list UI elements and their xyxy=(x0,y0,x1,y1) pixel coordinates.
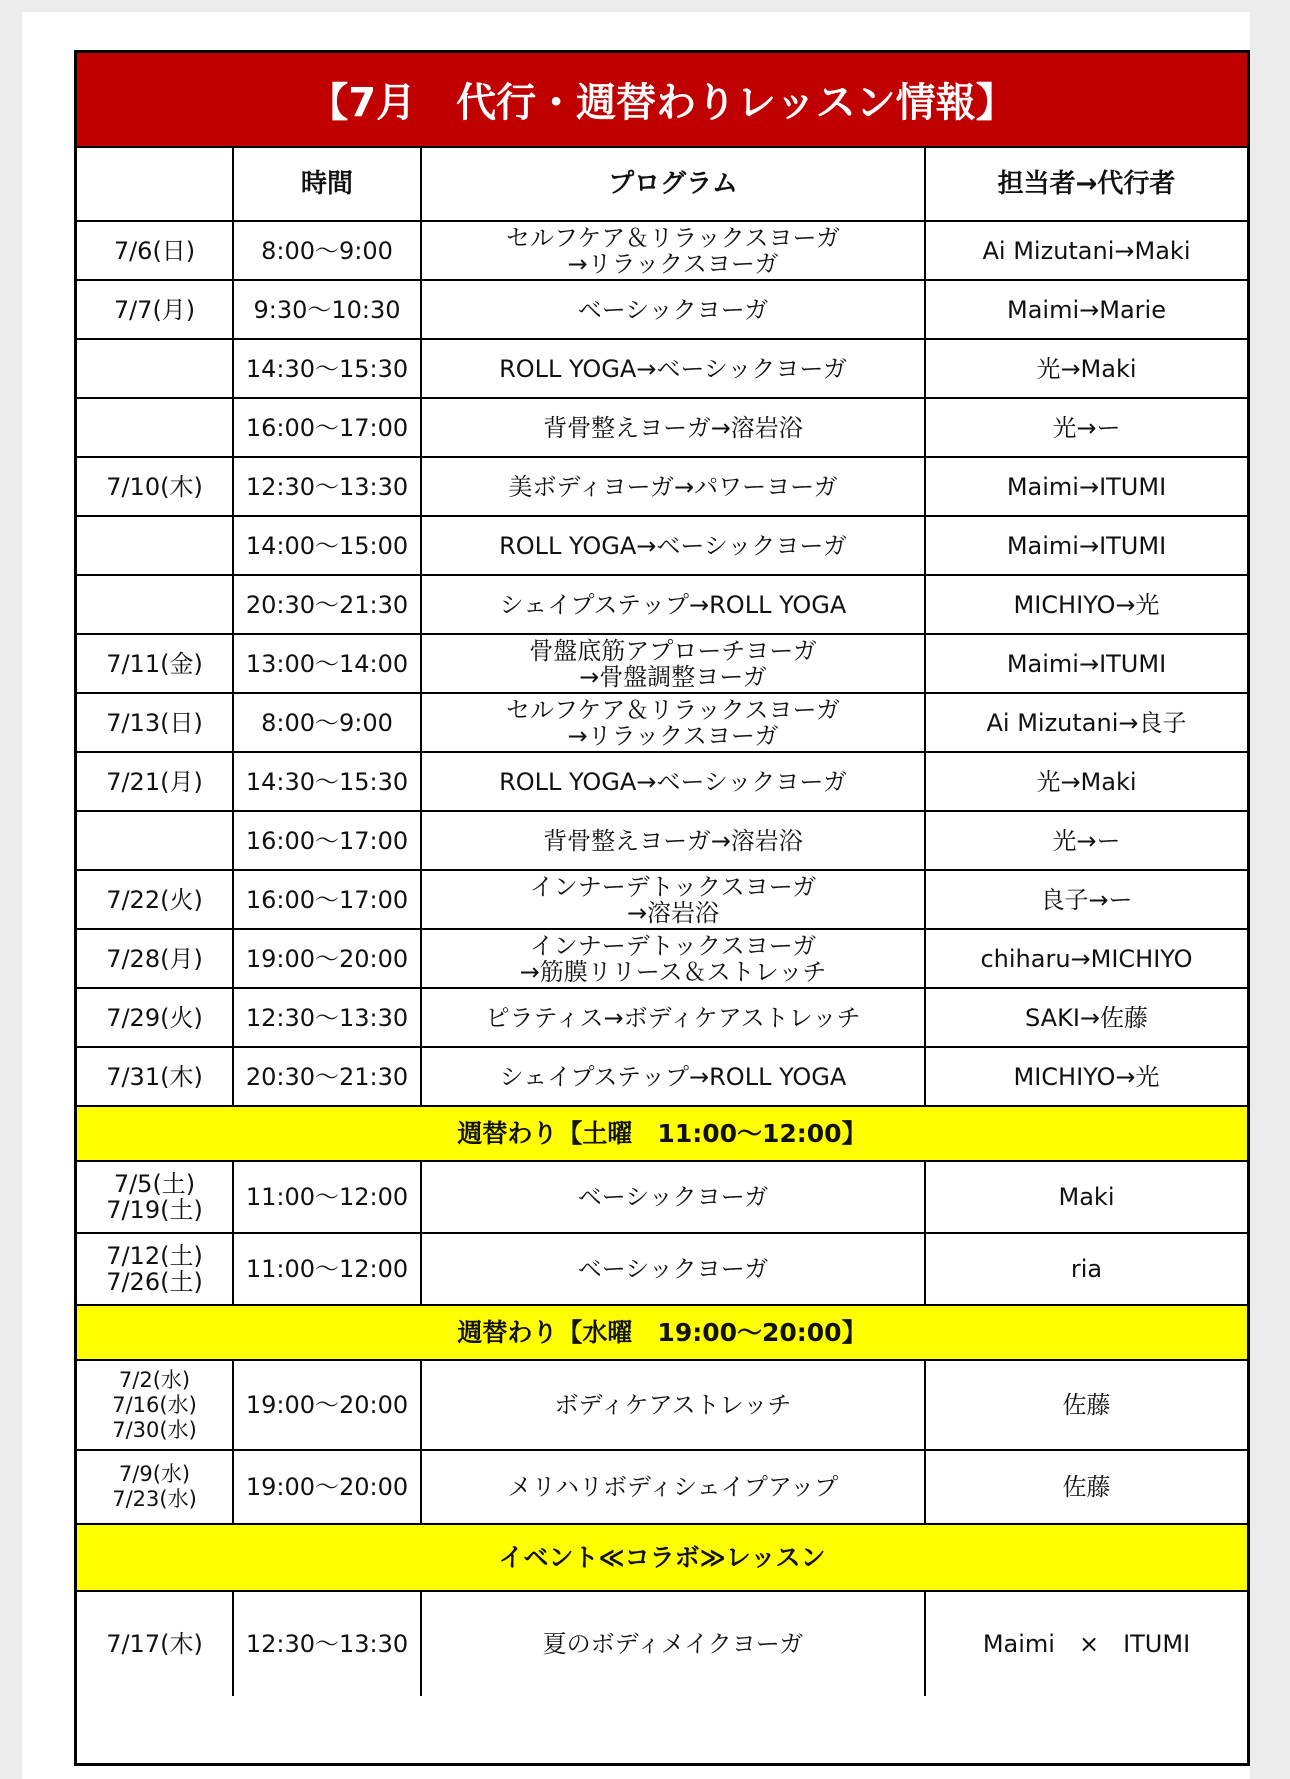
instructor-cell: 光→Maki xyxy=(925,339,1247,398)
table-row xyxy=(77,988,1247,1047)
header-instructor: 担当者→代行者 xyxy=(925,148,1247,221)
time-cell: 16:00～17:00 xyxy=(233,811,421,870)
date-line: 7/9(水) xyxy=(118,1462,191,1486)
date-line: 7/16(水) xyxy=(112,1392,197,1417)
program-cell: ベーシックヨーガ xyxy=(421,280,925,339)
program-line2: →溶岩浴 xyxy=(626,898,720,927)
date-cell: 7/11(金) xyxy=(77,634,233,693)
program-line1: インナーデトックスヨーガ xyxy=(529,872,817,901)
program-line1: セルフケア＆リラックスヨーガ xyxy=(505,695,841,724)
table-row xyxy=(77,693,1247,752)
program-line2: →骨盤調整ヨーガ xyxy=(579,662,767,691)
time-cell: 19:00～20:00 xyxy=(233,1450,421,1524)
program-cell xyxy=(421,634,925,693)
table-row xyxy=(77,1047,1247,1106)
instructor-cell: 光→ー xyxy=(925,811,1247,870)
instructor-cell: MICHIYO→光 xyxy=(925,575,1247,634)
table-row xyxy=(77,929,1247,988)
date-cell xyxy=(77,1360,233,1450)
program-cell: ベーシックヨーガ xyxy=(421,1161,925,1233)
instructor-cell: MICHIYO→光 xyxy=(925,1047,1247,1106)
date-cell: 7/29(火) xyxy=(77,988,233,1047)
header-row xyxy=(77,148,1247,221)
instructor-cell: ria xyxy=(925,1233,1247,1305)
instructor-cell: Maimi→ITUMI xyxy=(925,457,1247,516)
wednesday-banner-row xyxy=(77,1305,1247,1360)
program-cell: シェイプステップ→ROLL YOGA xyxy=(421,575,925,634)
date-cell: 7/22(火) xyxy=(77,870,233,929)
date-line: 7/26(土) xyxy=(106,1268,203,1296)
program-line1: インナーデトックスヨーガ xyxy=(529,931,817,960)
schedule-grid xyxy=(77,148,1247,1696)
table-row xyxy=(77,1450,1247,1524)
date-cell: 7/21(月) xyxy=(77,752,233,811)
program-line1: 骨盤底筋アプローチヨーガ xyxy=(529,636,817,665)
table-row xyxy=(77,575,1247,634)
date-cell: 7/28(月) xyxy=(77,929,233,988)
date-line: 7/23(水) xyxy=(112,1487,197,1511)
date-cell xyxy=(77,339,233,398)
date-cell: 7/7(月) xyxy=(77,280,233,339)
instructor-cell: 良子→ー xyxy=(925,870,1247,929)
table-row xyxy=(77,516,1247,575)
saturday-banner: 週替わり【土曜 11:00～12:00】 xyxy=(77,1106,1247,1161)
time-cell: 9:30～10:30 xyxy=(233,280,421,339)
program-line2: →筋膜リリース＆ストレッチ xyxy=(519,957,827,986)
time-cell: 8:00～9:00 xyxy=(233,693,421,752)
date-cell xyxy=(77,811,233,870)
program-line2: →リラックスヨーガ xyxy=(567,721,779,750)
program-cell: ROLL YOGA→ベーシックヨーガ xyxy=(421,339,925,398)
table-row xyxy=(77,811,1247,870)
time-cell: 12:30～13:30 xyxy=(233,988,421,1047)
program-cell: ROLL YOGA→ベーシックヨーガ xyxy=(421,516,925,575)
date-cell xyxy=(77,575,233,634)
date-line: 7/19(土) xyxy=(106,1196,203,1224)
date-line: 7/12(土) xyxy=(106,1242,203,1270)
program-cell: ピラティス→ボディケアストレッチ xyxy=(421,988,925,1047)
program-cell: ROLL YOGA→ベーシックヨーガ xyxy=(421,752,925,811)
date-line: 7/5(土) xyxy=(113,1170,196,1198)
program-cell xyxy=(421,929,925,988)
instructor-cell: Maimi × ITUMI xyxy=(925,1591,1247,1696)
date-cell xyxy=(77,1161,233,1233)
program-cell: ベーシックヨーガ xyxy=(421,1233,925,1305)
time-cell: 20:30～21:30 xyxy=(233,575,421,634)
instructor-cell: 光→Maki xyxy=(925,752,1247,811)
header-date xyxy=(77,148,233,221)
instructor-cell: Maimi→Marie xyxy=(925,280,1247,339)
table-row xyxy=(77,339,1247,398)
instructor-cell: Ai Mizutani→良子 xyxy=(925,693,1247,752)
instructor-cell: SAKI→佐藤 xyxy=(925,988,1247,1047)
table-row xyxy=(77,280,1247,339)
document-page xyxy=(22,12,1250,1779)
wednesday-banner: 週替わり【水曜 19:00～20:00】 xyxy=(77,1305,1247,1360)
date-cell xyxy=(77,398,233,457)
date-cell: 7/6(日) xyxy=(77,221,233,280)
program-cell: 背骨整えヨーガ→溶岩浴 xyxy=(421,811,925,870)
program-line2: →リラックスヨーガ xyxy=(567,249,779,278)
date-cell: 7/31(木) xyxy=(77,1047,233,1106)
event-banner-row xyxy=(77,1524,1247,1591)
lesson-schedule-table xyxy=(74,50,1250,1766)
page-title: 【7月 代行・週替わりレッスン情報】 xyxy=(77,53,1247,148)
instructor-cell: 光→ー xyxy=(925,398,1247,457)
table-row xyxy=(77,1233,1247,1305)
time-cell: 19:00～20:00 xyxy=(233,929,421,988)
program-cell xyxy=(421,870,925,929)
date-cell xyxy=(77,1233,233,1305)
header-program: プログラム xyxy=(421,148,925,221)
table-row xyxy=(77,221,1247,280)
program-cell xyxy=(421,693,925,752)
instructor-cell: Ai Mizutani→Maki xyxy=(925,221,1247,280)
time-cell: 14:30～15:30 xyxy=(233,339,421,398)
date-cell: 7/10(木) xyxy=(77,457,233,516)
table-row xyxy=(77,870,1247,929)
date-cell: 7/13(日) xyxy=(77,693,233,752)
program-cell: 美ボディヨーガ→パワーヨーガ xyxy=(421,457,925,516)
program-line1: セルフケア＆リラックスヨーガ xyxy=(505,223,841,252)
table-row xyxy=(77,457,1247,516)
date-cell xyxy=(77,516,233,575)
time-cell: 16:00～17:00 xyxy=(233,870,421,929)
table-row xyxy=(77,1360,1247,1450)
date-cell: 7/17(木) xyxy=(77,1591,233,1696)
date-line: 7/30(水) xyxy=(112,1417,197,1442)
program-cell: シェイプステップ→ROLL YOGA xyxy=(421,1047,925,1106)
table-row xyxy=(77,398,1247,457)
time-cell: 13:00～14:00 xyxy=(233,634,421,693)
time-cell: 12:30～13:30 xyxy=(233,1591,421,1696)
instructor-cell: 佐藤 xyxy=(925,1450,1247,1524)
table-row xyxy=(77,1161,1247,1233)
table-row xyxy=(77,634,1247,693)
time-cell: 20:30～21:30 xyxy=(233,1047,421,1106)
table-row xyxy=(77,1591,1247,1696)
program-cell xyxy=(421,221,925,280)
time-cell: 14:00～15:00 xyxy=(233,516,421,575)
instructor-cell: Maki xyxy=(925,1161,1247,1233)
program-cell: 背骨整えヨーガ→溶岩浴 xyxy=(421,398,925,457)
instructor-cell: Maimi→ITUMI xyxy=(925,634,1247,693)
header-time: 時間 xyxy=(233,148,421,221)
table-row xyxy=(77,752,1247,811)
date-line: 7/2(水) xyxy=(118,1367,191,1392)
program-cell: メリハリボディシェイプアップ xyxy=(421,1450,925,1524)
time-cell: 12:30～13:30 xyxy=(233,457,421,516)
instructor-cell: Maimi→ITUMI xyxy=(925,516,1247,575)
time-cell: 14:30～15:30 xyxy=(233,752,421,811)
time-cell: 11:00～12:00 xyxy=(233,1233,421,1305)
program-cell: 夏のボディメイクヨーガ xyxy=(421,1591,925,1696)
instructor-cell: 佐藤 xyxy=(925,1360,1247,1450)
saturday-banner-row xyxy=(77,1106,1247,1161)
time-cell: 19:00～20:00 xyxy=(233,1360,421,1450)
program-cell: ボディケアストレッチ xyxy=(421,1360,925,1450)
event-banner: イベント≪コラボ≫レッスン xyxy=(77,1524,1247,1591)
date-cell xyxy=(77,1450,233,1524)
time-cell: 16:00～17:00 xyxy=(233,398,421,457)
time-cell: 8:00～9:00 xyxy=(233,221,421,280)
time-cell: 11:00～12:00 xyxy=(233,1161,421,1233)
instructor-cell: chiharu→MICHIYO xyxy=(925,929,1247,988)
